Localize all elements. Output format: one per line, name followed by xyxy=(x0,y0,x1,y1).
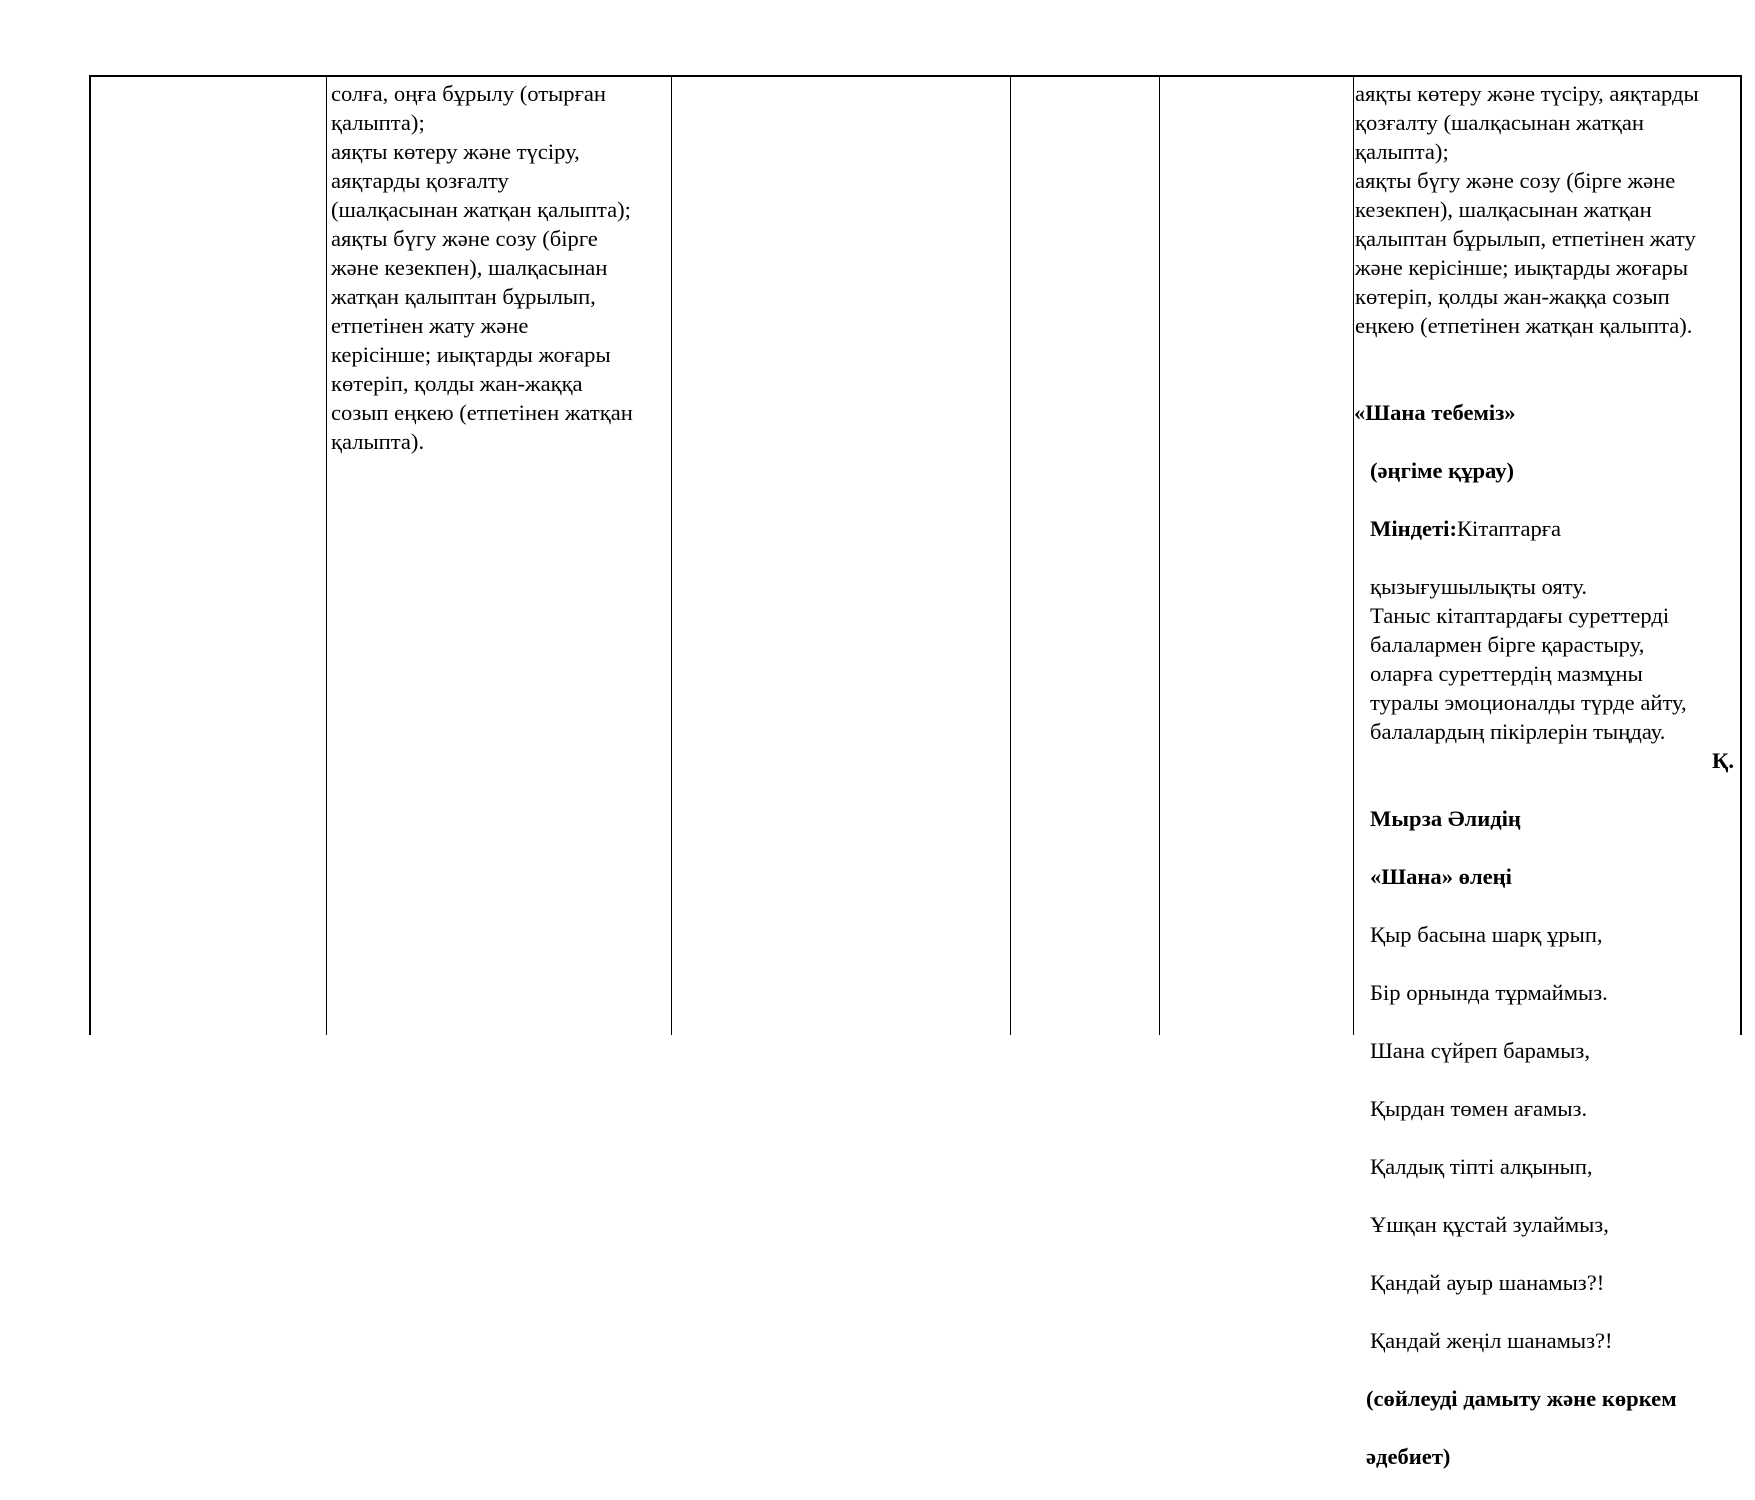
poem-line: Бір орнында тұрмаймыз. xyxy=(1370,980,1608,1005)
activity-type: (әңгіме құрау) xyxy=(1370,458,1515,483)
table-column-4 xyxy=(1010,77,1159,1035)
poem-line: Ұшқан құстай зулаймыз, xyxy=(1370,1212,1609,1237)
subject-line-1: (сөйлеуді дамыту және көркем xyxy=(1366,1386,1677,1411)
poem-author-initial: Қ. xyxy=(1711,748,1734,773)
exercise-description-right: аяқты көтеру және түсіру, аяқтарды қозғалту (шалқасынан жатқан қалыпта); аяқты бүгу және созу (бірге және кезекпен), шалқасынан жатқан қалыптан бұрылып, етпетінен жату және керісінше; иықтарды жоғары көтеріп, қолды жан-жаққа созып еңкею (етпетінен жатқан қалыпта). xyxy=(1355,81,1699,338)
subject-line-2: әдебиет) xyxy=(1366,1444,1451,1469)
poem-line: Қыр басына шарқ ұрып, xyxy=(1370,922,1603,947)
poem-line: Қалдық тіпті алқынып, xyxy=(1370,1154,1593,1179)
task-line-1: Кітаптарға xyxy=(1456,516,1562,541)
exercise-description: солға, оңға бұрылу (отырған қалыпта); аяқты көтеру және түсіру, аяқтарды қозғалту (шалқасынан жатқан қалыпта); аяқты бүгу және созу (бірге және кезекпен), шалқасынан жатқан қалыптан бұрылып, етпетінен жату және керісінше; иықтарды жоғары көтеріп, қолды жан-жаққа созып еңкею (етпетінен жатқан қалыпта). xyxy=(331,81,633,454)
task-label: Міндеті: xyxy=(1370,516,1457,541)
activity-block xyxy=(1354,369,1740,1500)
poem-author: Мырза Әлидің xyxy=(1370,806,1521,831)
table-column-5 xyxy=(1159,77,1353,1035)
table-column-1 xyxy=(89,77,326,1035)
table-column-6 xyxy=(1353,77,1742,1469)
activity-title: «Шана тебеміз» xyxy=(1354,400,1516,425)
table-column-2 xyxy=(326,77,671,1035)
poem-line: Шана сүйреп барамыз, xyxy=(1370,1038,1590,1063)
table-column-3 xyxy=(671,77,1010,1035)
task-body: қызығушылықты ояту. Таныс кітаптардағы суреттерді балалармен бірге қарастыру, оларға суреттердің мазмұны туралы эмоционалды түрде айту, балалардың пікірлерін тыңдау. xyxy=(1370,574,1687,744)
poem-line: Қандай ауыр шанамыз?! xyxy=(1370,1270,1605,1295)
poem-line: Қандай жеңіл шанамыз?! xyxy=(1370,1328,1613,1353)
plan-table xyxy=(89,75,1742,1469)
poem-title: «Шана» өлеңі xyxy=(1370,864,1512,889)
poem-line: Қырдан төмен ағамыз. xyxy=(1370,1096,1588,1121)
